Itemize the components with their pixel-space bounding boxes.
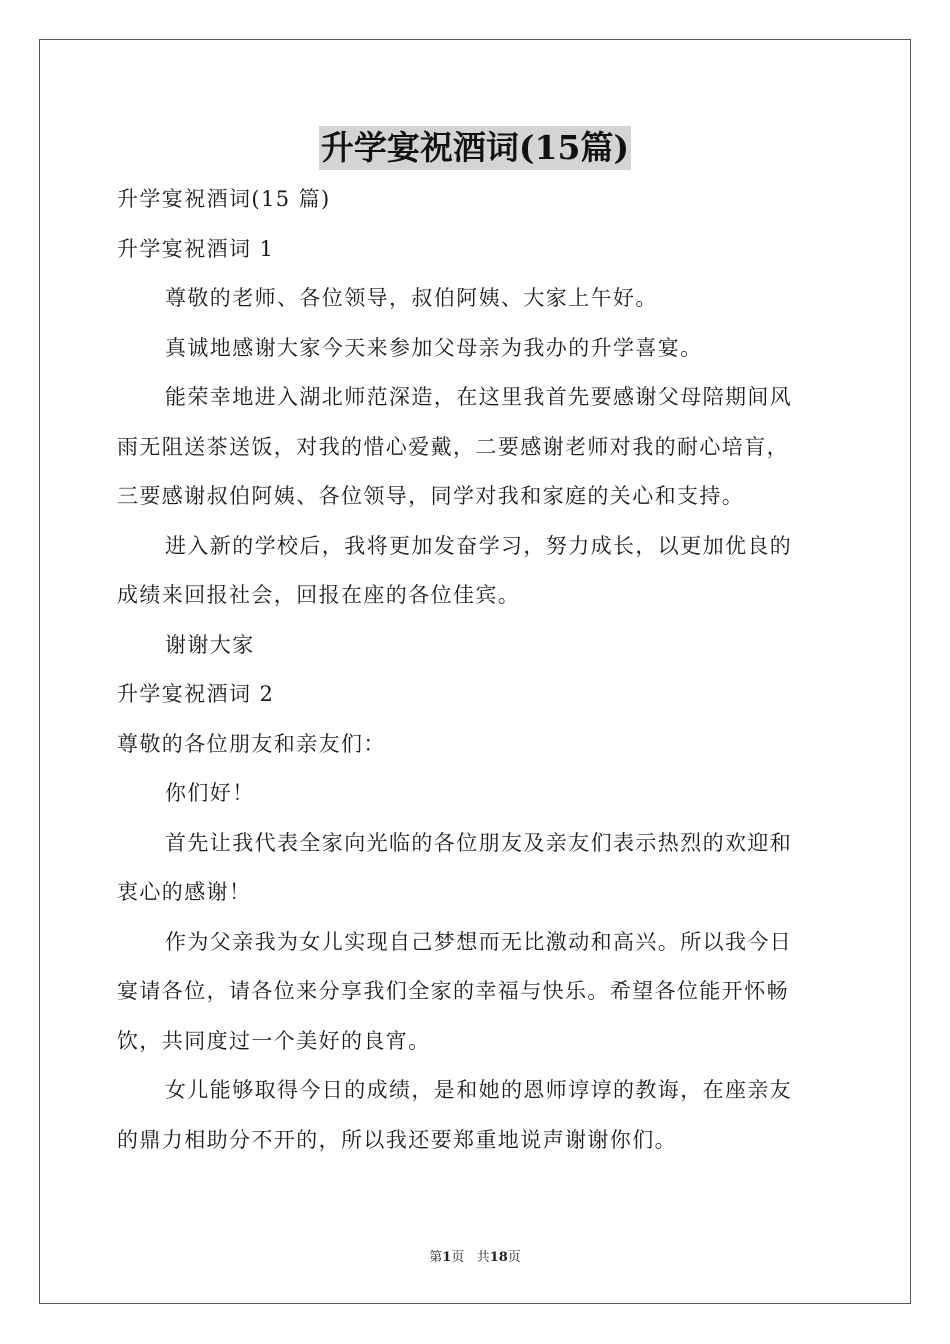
paragraph-line: 真诚地感谢大家今天来参加父母亲为我办的升学喜宴。: [165, 335, 703, 360]
paragraph-line: 雨无阻送茶送饭，对我的惜心爱戴，二要感谢老师对我的耐心培肓，: [117, 434, 789, 459]
total-suffix: 页: [507, 1250, 521, 1265]
section-heading: 升学宴祝酒词 1: [117, 236, 275, 261]
document-title: 升学宴祝酒词(15篇): [319, 126, 631, 170]
page-number: 1: [442, 1250, 452, 1265]
paragraph-line: 三要感谢叔伯阿姨、各位领导，同学对我和家庭的关心和支持。: [117, 484, 745, 508]
paragraph-line: 你们好！: [165, 781, 255, 805]
title-area: [0, 126, 950, 170]
page-footer: [0, 1246, 950, 1265]
total-prefix: 共: [476, 1250, 490, 1265]
paragraph-line: 能荣幸地进入湖北师范深造，在这里我首先要感谢父母陪期间风: [165, 385, 793, 409]
paragraph-line: 进入新的学校后，我将更加发奋学习，努力成长，以更加优良的: [165, 533, 793, 558]
section-heading: 升学宴祝酒词 2: [117, 682, 275, 706]
paragraph-line: 衷心的感谢！: [117, 880, 252, 904]
paragraph-line: 的鼎力相助分不开的，所以我还要郑重地说声谢谢你们。: [117, 1127, 677, 1152]
paragraph-line: 首先让我代表全家向光临的各位朋友及亲友们表示热烈的欢迎和: [165, 830, 793, 855]
paragraph-line: 饮，共同度过一个美好的良宵。: [117, 1028, 431, 1053]
paragraph-line: 作为父亲我为女儿实现自己梦想而无比激动和高兴。所以我今日: [165, 929, 793, 954]
page-prefix: 第: [429, 1250, 443, 1265]
paragraph-line: 女儿能够取得今日的成绩，是和她的恩师谆谆的教诲，在座亲友: [165, 1078, 793, 1102]
page-suffix: 页: [451, 1250, 465, 1265]
paragraph-line: 尊敬的各位朋友和亲友们：: [117, 731, 386, 756]
document-body: [117, 175, 835, 1165]
total-pages: 18: [489, 1250, 508, 1265]
paragraph-line: 谢谢大家: [165, 632, 255, 657]
paragraph-line: 尊敬的老师、各位领导，叔伯阿姨、大家上午好。: [165, 286, 658, 310]
paragraph-line: 宴请各位，请各位来分享我们全家的幸福与快乐。希望各位能开怀畅: [117, 979, 789, 1003]
paragraph-line: 成绩来回报社会，回报在座的各位佳宾。: [117, 583, 521, 607]
paragraph-line: 升学宴祝酒词(15 篇): [117, 187, 331, 211]
